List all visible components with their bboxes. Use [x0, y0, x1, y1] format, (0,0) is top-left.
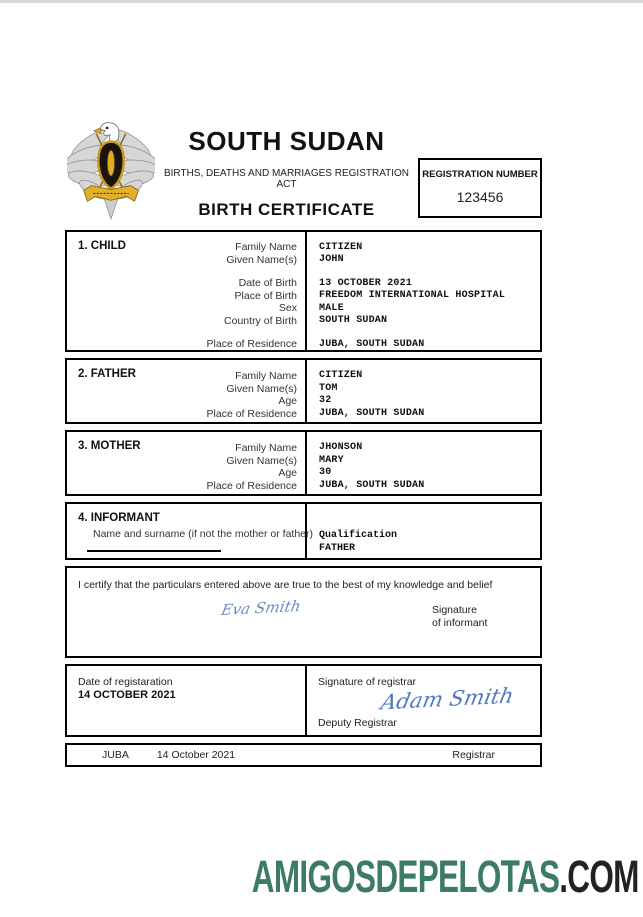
section-child [65, 230, 542, 352]
footer-place: JUBA [102, 749, 129, 761]
field-value: JUBA, SOUTH SUDAN [319, 479, 425, 491]
field-value: FREEDOM INTERNATIONAL HOSPITAL [319, 290, 506, 301]
informant-signature: Eva Smith [219, 596, 303, 620]
field-label: Given Name(s) [226, 454, 297, 467]
field-label: Family Name [235, 442, 297, 454]
registration-number-value: 123456 [456, 189, 504, 205]
field-value: TOM [319, 382, 338, 394]
column-divider [305, 232, 307, 350]
informant-signature-caption [432, 604, 487, 630]
field-label: Sex [278, 302, 297, 314]
field-value: SOUTH SUDAN [319, 315, 388, 326]
field-value: CITIZEN [319, 241, 363, 253]
south-sudan-emblem-icon [67, 116, 155, 222]
field-label: Place of Residence [206, 407, 297, 420]
field-value: 30 [319, 467, 332, 478]
act-subtitle: BIRTHS, DEATHS AND MARRIAGES REGISTRATION ACT [163, 168, 410, 190]
footer-row [65, 743, 542, 767]
field-label: Place of Birth [234, 289, 297, 302]
watermark-site-name: AMIGOSDEPELOTAS [252, 851, 560, 902]
section-informant [65, 502, 542, 560]
document-title: BIRTH CERTIFICATE [198, 200, 375, 219]
field-label: Age [278, 395, 297, 407]
qualification-label: Qualification [319, 530, 398, 541]
mother-field-values [319, 442, 424, 492]
column-divider [305, 666, 307, 735]
field-value: JUBA, SOUTH SUDAN [319, 407, 425, 419]
field-value: 32 [319, 395, 332, 406]
field-label: Given Name(s) [226, 382, 297, 395]
footer-date: 14 October 2021 [156, 749, 236, 761]
eagle-tail [104, 198, 118, 219]
field-label: Family Name [235, 370, 297, 382]
section-mother [65, 430, 542, 496]
registrar-signature-label: Signature of registrar [318, 676, 417, 688]
certificate-header [65, 116, 542, 222]
field-label: Country of Birth [224, 314, 297, 327]
field-value: JUBA, SOUTH SUDAN [319, 338, 425, 350]
watermark-tld: .COM [559, 851, 639, 902]
section-father [65, 358, 542, 424]
informant-name-label: Name and surname (if not the mother or father) [93, 528, 314, 540]
field-value: MALE [319, 302, 344, 314]
site-watermark [252, 851, 639, 903]
section-father-title: 2. FATHER [78, 368, 136, 380]
country-title: SOUTH SUDAN [188, 126, 385, 156]
certification-statement: I certify that the particulars entered above are true to the best of my knowledge and belief [78, 579, 493, 591]
field-label: Place of Residence [206, 479, 297, 492]
registration-number-label: REGISTRATION NUMBER [422, 169, 538, 180]
section-informant-title: 4. INFORMANT [78, 512, 160, 524]
field-label: Place of Residence [206, 338, 297, 350]
qualification-value: FATHER [319, 543, 356, 554]
child-field-labels [67, 241, 297, 351]
column-divider [305, 432, 307, 494]
field-value: 13 OCTOBER 2021 [319, 277, 413, 289]
header-titles [155, 116, 418, 220]
registrar-title: Deputy Registrar [318, 717, 397, 729]
section-mother-title: 3. MOTHER [78, 440, 141, 452]
mother-field-labels [67, 442, 297, 492]
field-value: JHONSON [319, 442, 363, 453]
field-value: JOHN [319, 254, 344, 265]
field-value: MARY [319, 454, 344, 466]
field-label: Date of Birth [238, 277, 297, 289]
father-field-values [319, 370, 424, 420]
section-registrar [65, 664, 542, 737]
father-field-labels [67, 370, 297, 420]
section-child-title: 1. CHILD [78, 240, 126, 252]
child-field-values [319, 242, 505, 352]
informant-name-blank-line [87, 550, 221, 552]
column-divider [305, 360, 307, 422]
registration-date-label: Date of registaration [78, 676, 173, 688]
registrar-signature: Adam Smith [378, 683, 516, 715]
field-label: Family Name [235, 241, 297, 253]
field-label: Given Name(s) [226, 253, 297, 266]
footer-role: Registrar [452, 749, 495, 761]
birth-certificate-page [65, 116, 542, 767]
section-certification [65, 566, 542, 658]
registration-date-value: 14 OCTOBER 2021 [78, 689, 176, 701]
field-value: CITIZEN [319, 370, 363, 381]
registration-number-box [418, 158, 542, 218]
informant-qualification [319, 529, 397, 555]
signature-caption-line: Signature [432, 604, 477, 616]
field-label: Age [278, 467, 297, 479]
signature-caption-line: of informant [432, 617, 488, 629]
